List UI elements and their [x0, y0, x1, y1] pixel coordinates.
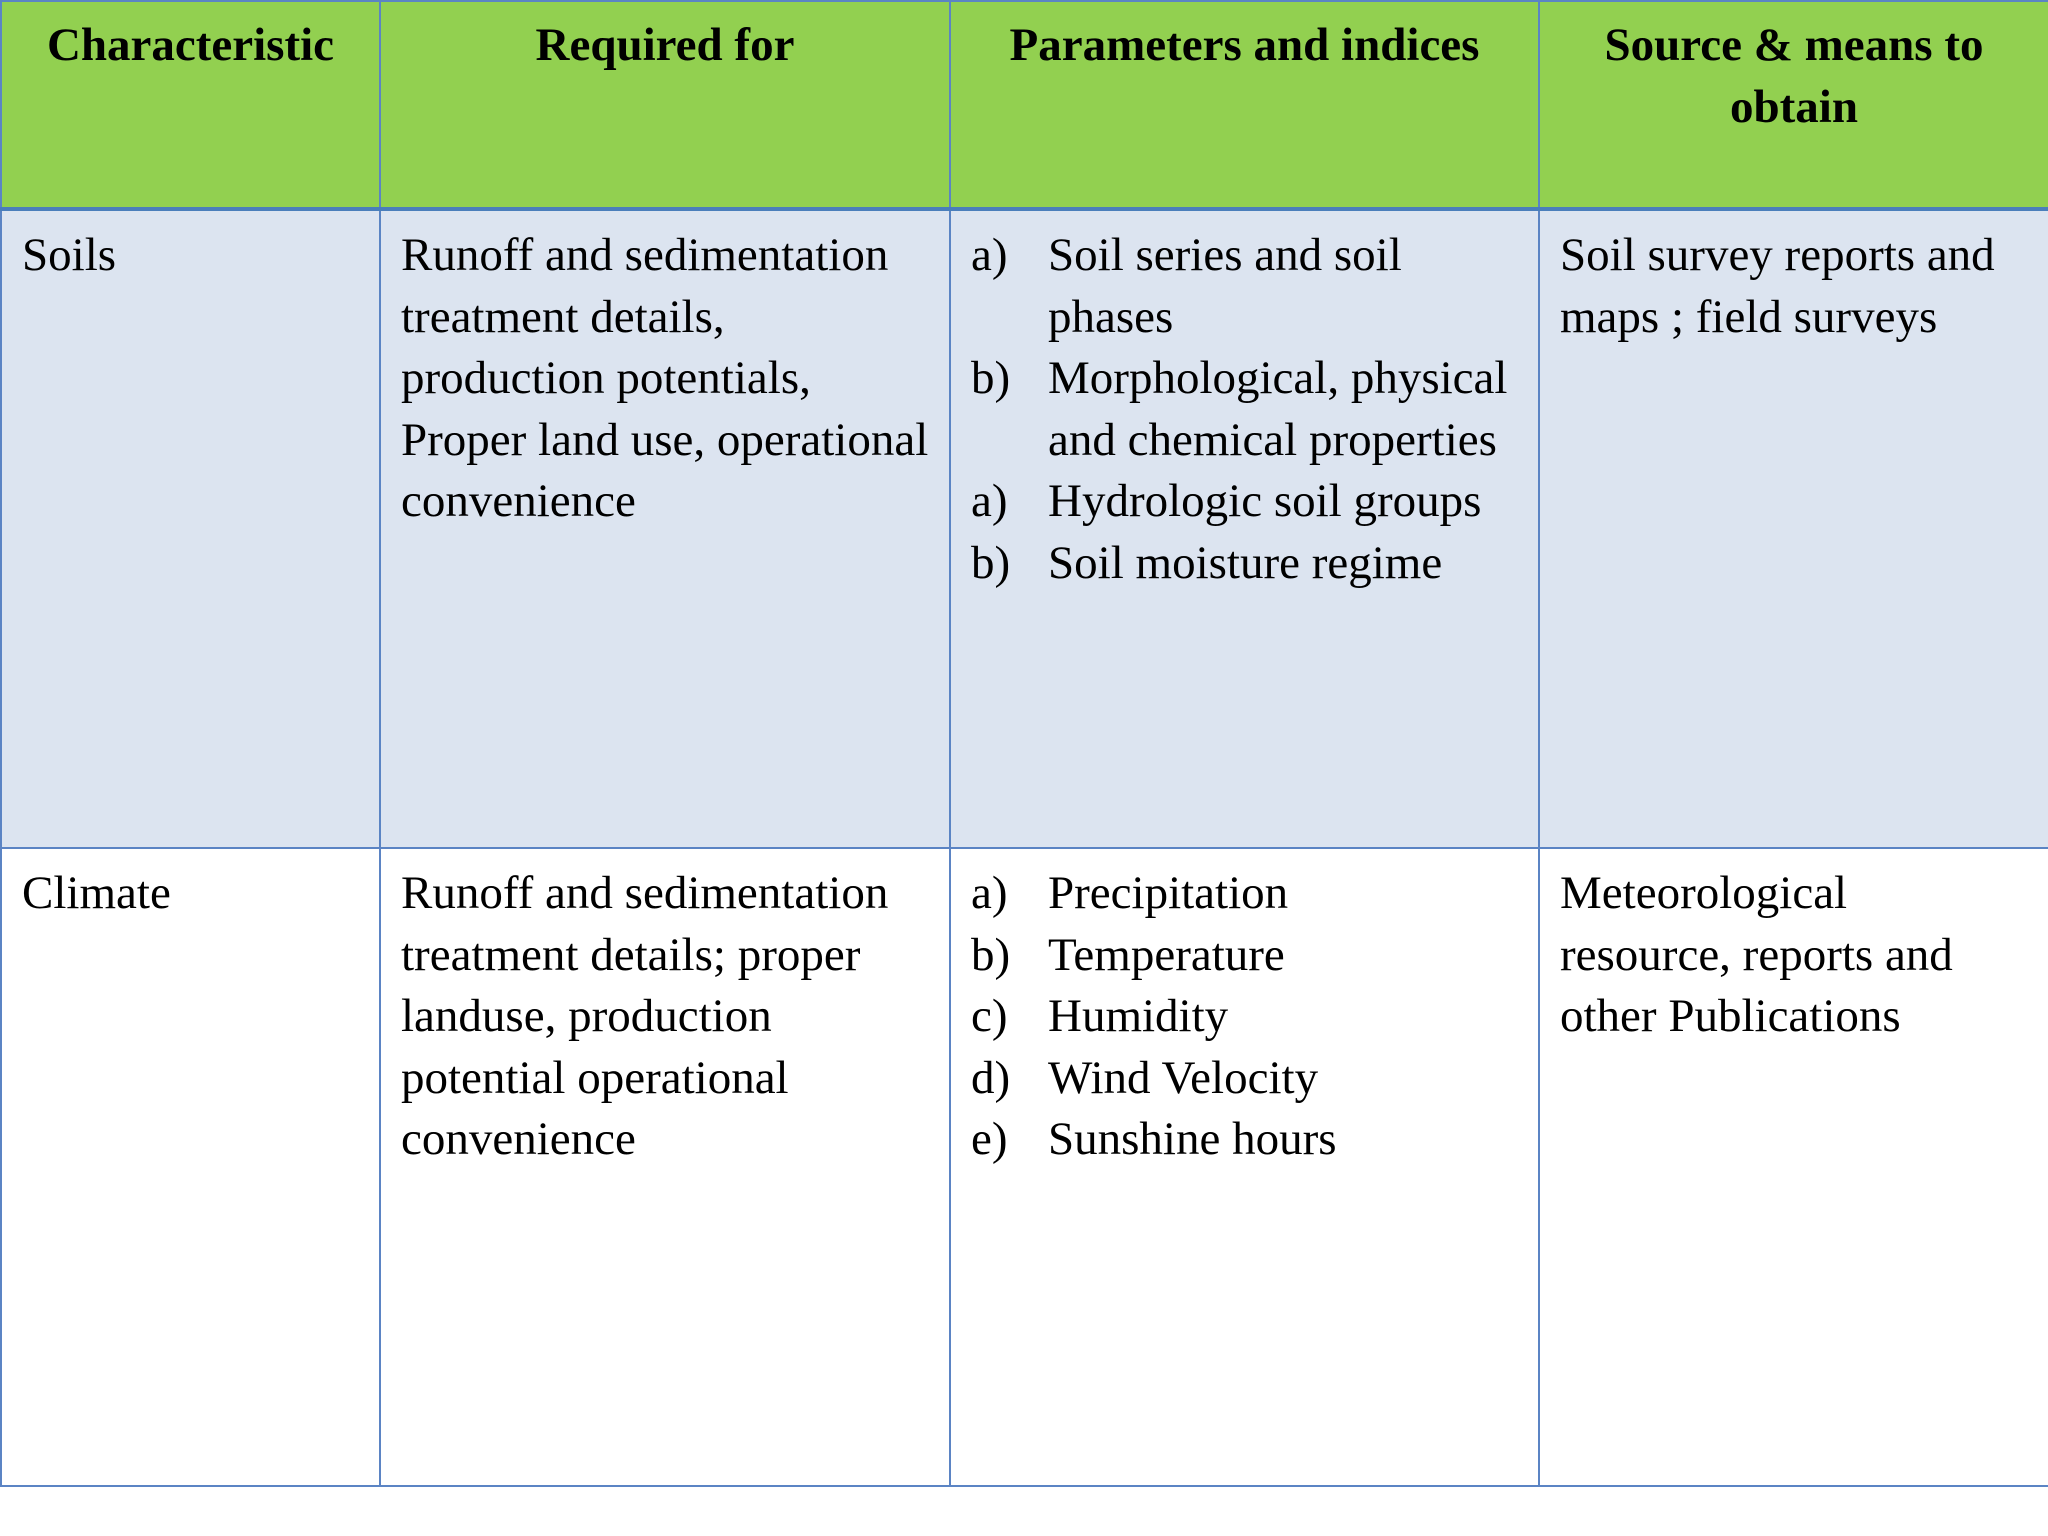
header-source: Source & means to obtain [1539, 1, 2048, 209]
header-parameters: Parameters and indices [950, 1, 1539, 209]
list-marker: a) [971, 867, 1008, 919]
header-required-for: Required for [380, 1, 950, 209]
list-text: Humidity [1048, 990, 1229, 1042]
list-item [971, 1109, 1518, 1171]
cell-required-for: Runoff and sedimentation treatment details, production potentials, Proper land use, operational convenience [380, 209, 950, 848]
cell-parameters [950, 848, 1539, 1486]
list-marker: c) [971, 990, 1008, 1042]
list-text: Temperature [1048, 928, 1285, 981]
list-item [971, 1048, 1518, 1110]
cell-parameters [950, 209, 1539, 848]
list-text: Wind Velocity [1048, 1051, 1319, 1104]
list-text: Sunshine hours [1048, 1113, 1337, 1165]
list-marker: a) [971, 475, 1008, 527]
cell-characteristic: Soils [1, 209, 380, 848]
table-row [1, 848, 2048, 1486]
list-marker: b) [971, 928, 1011, 981]
list-marker: d) [971, 1051, 1011, 1104]
list-text: Precipitation [1048, 867, 1289, 919]
list-text: Hydrologic soil groups [1048, 475, 1482, 527]
list-marker: a) [971, 229, 1008, 281]
list-text: Soil series and soil phases [1048, 229, 1402, 343]
header-row [1, 1, 2048, 209]
list-item [971, 471, 1518, 533]
table-row [1, 209, 2048, 848]
list-text: Morphological, physical and chemical properties [1048, 352, 1508, 466]
list-text: Soil moisture regime [1048, 536, 1443, 589]
list-marker: b) [971, 352, 1011, 404]
cell-required-for: Runoff and sedimentation treatment details; proper landuse, production potential operational convenience [380, 848, 950, 1486]
header-characteristic: Characteristic [1, 1, 380, 209]
list-item [971, 863, 1518, 925]
list-item [971, 225, 1518, 348]
list-item [971, 533, 1518, 595]
cell-source: Soil survey reports and maps ; field surveys [1539, 209, 2048, 848]
list-marker: e) [971, 1113, 1008, 1165]
parameter-list [971, 225, 1518, 594]
cell-source: Meteorological resource, reports and other Publications [1539, 848, 2048, 1486]
list-marker: b) [971, 536, 1011, 589]
list-item [971, 986, 1518, 1048]
cell-characteristic: Climate [1, 848, 380, 1486]
list-item [971, 925, 1518, 987]
parameter-list [971, 863, 1518, 1171]
list-item [971, 348, 1518, 471]
